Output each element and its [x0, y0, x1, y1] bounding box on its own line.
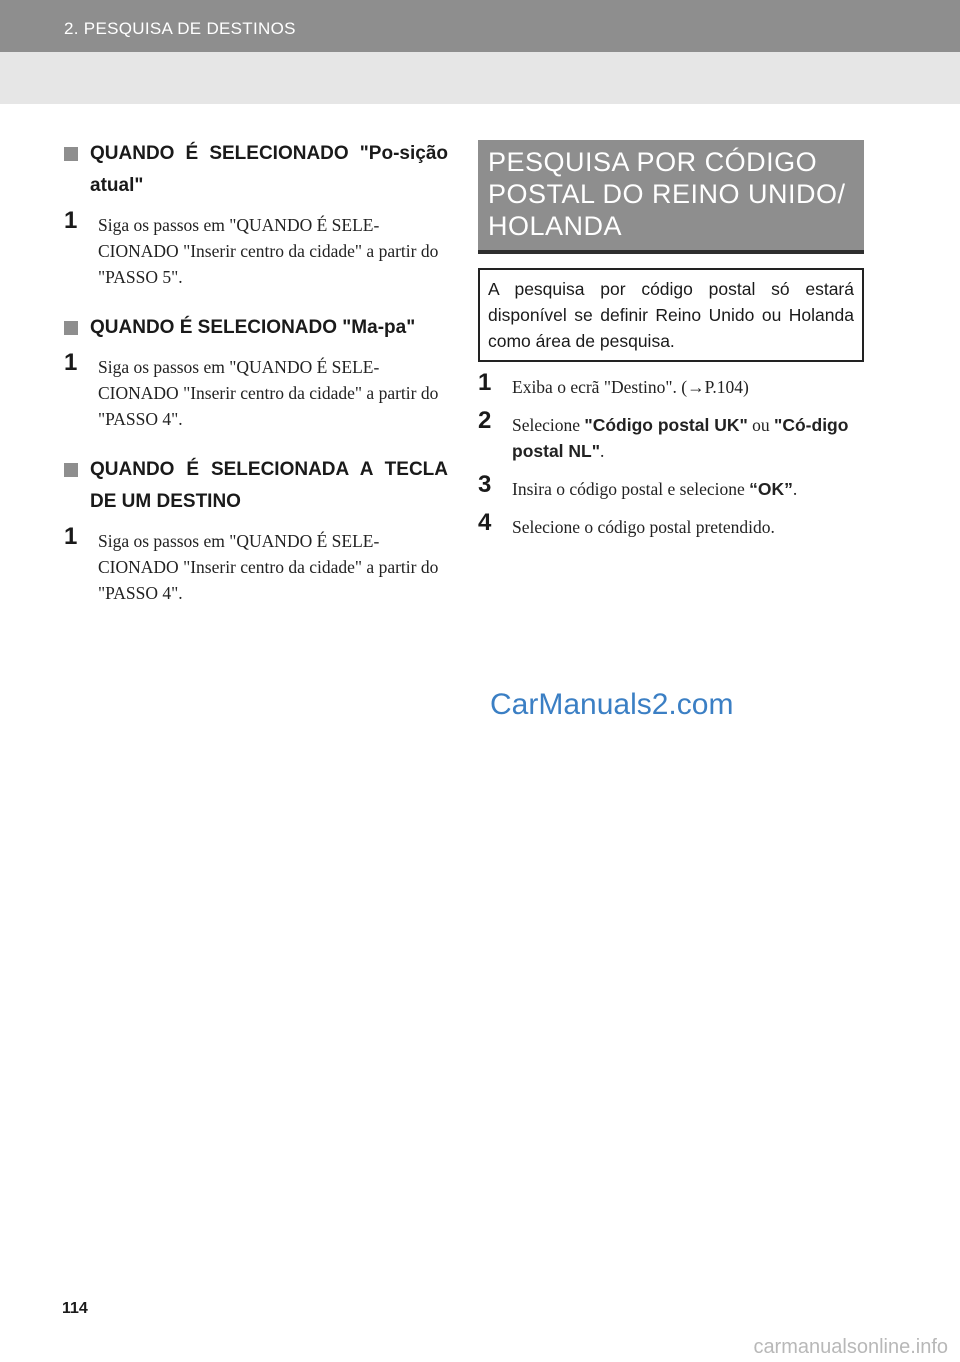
left-column — [64, 138, 448, 628]
option-label: “OK” — [749, 479, 793, 499]
step-item — [64, 207, 448, 290]
step-text: Siga os passos em "QUANDO É SELE-CIONADO "Inserir centro da cidade" a partir do "PASSO 5". — [98, 215, 439, 287]
square-bullet-icon — [64, 147, 78, 161]
step-number: 4 — [478, 509, 492, 536]
step-text: Selecione — [512, 415, 585, 435]
footer-watermark: carmanualsonline.info — [753, 1336, 948, 1358]
step-text: . — [600, 441, 605, 461]
option-label: "Código postal UK" — [584, 415, 748, 435]
step-item — [64, 523, 448, 606]
step-number: 2 — [478, 407, 492, 434]
section-mapa — [64, 312, 448, 432]
header-band — [0, 52, 960, 104]
note-box: A pesquisa por código postal só estará disponível se definir Reino Unido ou Holanda como área de pesquisa. — [478, 268, 864, 362]
step-number: 3 — [478, 471, 492, 498]
right-column — [478, 140, 864, 540]
step-number: 1 — [64, 349, 78, 376]
step-number: 1 — [64, 523, 78, 550]
page-number: 114 — [62, 1300, 88, 1317]
section-heading: QUANDO É SELECIONADO "Po-sição atual" — [64, 138, 448, 202]
square-bullet-icon — [64, 321, 78, 335]
step-text: Insira o código postal e selecione — [512, 479, 750, 499]
step-list — [478, 369, 864, 540]
step-item — [64, 349, 448, 432]
square-bullet-icon — [64, 463, 78, 477]
watermark-text: CarManuals2.com — [490, 688, 734, 721]
step-number: 1 — [478, 369, 492, 396]
section-heading: QUANDO É SELECIONADA A TECLA DE UM DESTINO — [64, 454, 448, 518]
step-item — [478, 471, 864, 502]
step-text: Siga os passos em "QUANDO É SELE-CIONADO "Inserir centro da cidade" a partir do "PASSO 4". — [98, 357, 439, 429]
chapter-title: 2. PESQUISA DE DESTINOS — [64, 19, 296, 38]
step-item — [478, 369, 864, 400]
step-text: ou — [747, 415, 775, 435]
step-item — [478, 407, 864, 464]
section-posicao-atual — [64, 138, 448, 290]
step-text: . — [792, 479, 798, 499]
step-item — [478, 509, 864, 540]
option-label: "Có-digo postal NL" — [512, 415, 849, 461]
section-tecla-destino — [64, 454, 448, 606]
section-heading: QUANDO É SELECIONADO "Ma-pa" — [64, 312, 448, 344]
step-text: Exiba o ecrã "Destino". (→P.104) — [512, 377, 749, 397]
step-text: Selecione o código postal pretendido. — [512, 517, 775, 537]
step-text: Siga os passos em "QUANDO É SELE-CIONADO "Inserir centro da cidade" a partir do "PASSO 4". — [98, 531, 439, 603]
section-title-box: PESQUISA POR CÓDIGO POSTAL DO REINO UNIDO/ HOLANDA — [478, 140, 864, 254]
header-bar — [0, 0, 960, 52]
step-number: 1 — [64, 207, 78, 234]
